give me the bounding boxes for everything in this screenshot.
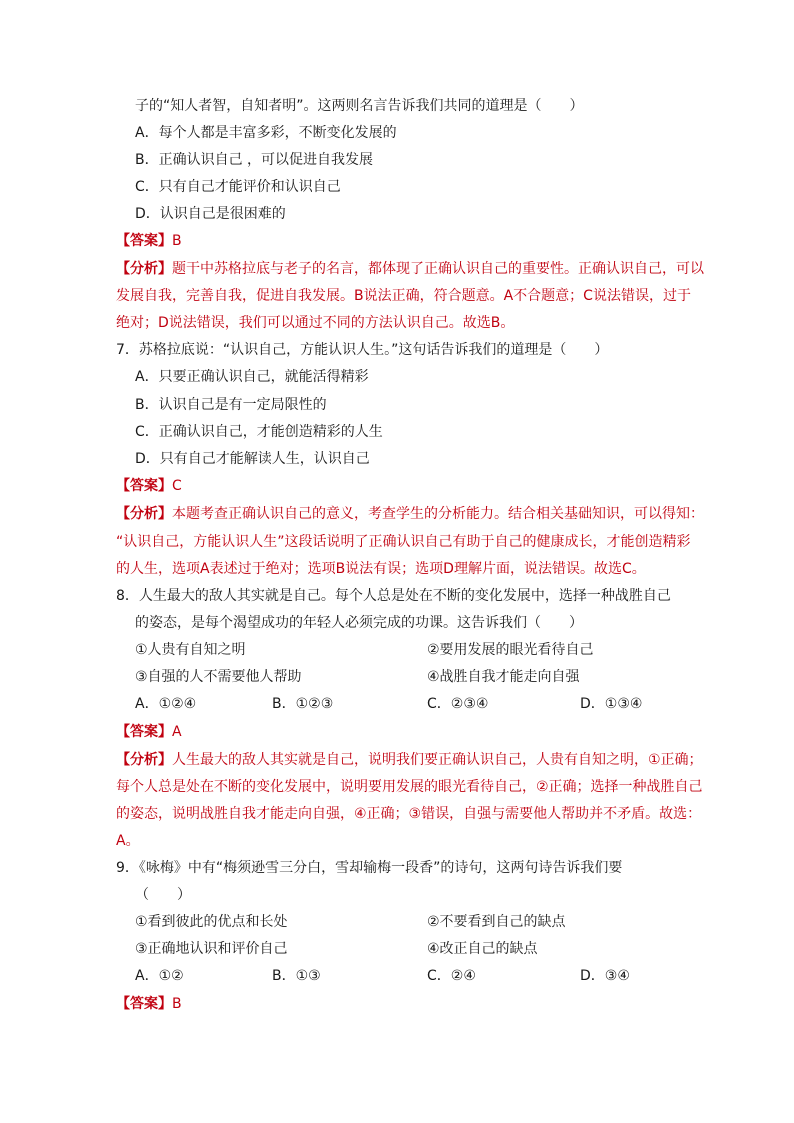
q6-analysis-line-1 [116, 259, 704, 279]
analysis-tag: 【分析】 [116, 261, 172, 277]
q8-option-b: B．①②③ [272, 696, 334, 712]
q8-answer [116, 722, 182, 742]
q9-item-4: ④改正自己的缺点 [427, 941, 538, 957]
q8-item-3: ③自强的人不需要他人帮助 [135, 669, 302, 685]
analysis-text: 本题考查正确认识自己的意义，考查学生的分析能力。结合相关基础知识，可以得知： [172, 506, 704, 522]
q8-item-1: ①人贵有自知之明 [135, 642, 246, 658]
analysis-tag: 【分析】 [116, 506, 172, 522]
q8-option-d: D．①③④ [580, 696, 643, 712]
q7-answer [116, 476, 182, 496]
q6-stem: 子的“知人者智，自知者明”。这两则名言告诉我们共同的道理是（ ） [135, 98, 584, 114]
answer-value: C [172, 478, 182, 494]
q7-option-d: D．只有自己才能解读人生，认识自己 [135, 451, 370, 467]
answer-value: A [172, 724, 182, 740]
q7-option-a: A．只要正确认识自己，就能活得精彩 [135, 369, 369, 385]
q8-analysis-line-3: 的姿态，说明战胜自我才能走向自强，④正确；③错误，自强与需要他人帮助并不矛盾。故选： [116, 806, 702, 822]
analysis-text: 人生最大的敌人其实就是自己，说明我们要正确认识自己，人贵有自知之明，①正确； [172, 752, 703, 768]
q6-option-b: B．正确认识自己 ，可以促进自我发展 [135, 152, 374, 168]
answer-value: B [172, 996, 182, 1012]
q9-option-d: D．③④ [580, 968, 630, 984]
q6-analysis-line-2: 发展自我，完善自我，促进自我发展。B说法正确，符合题意。A不合题意；C说法错误，过于 [116, 288, 691, 304]
q8-option-a: A．①②④ [135, 696, 197, 712]
analysis-tag: 【分析】 [116, 752, 172, 768]
q8-analysis-line-1 [116, 750, 703, 770]
q7-option-b: B．认识自己是有一定局限性的 [135, 397, 327, 413]
q9-item-1: ①看到彼此的优点和长处 [135, 914, 288, 930]
answer-tag: 【答案】 [116, 724, 172, 740]
q7-analysis-line-2: “认识自己，方能认识人生”这段话说明了正确认识自己有助于自己的健康成长，才能创造精彩 [116, 534, 691, 550]
q6-option-c: C．只有自己才能评价和认识自己 [135, 179, 341, 195]
q8-option-c: C．②③④ [427, 696, 489, 712]
answer-value: B [172, 233, 182, 249]
q8-stem-line-2: 的姿态，是每个渴望成功的年轻人必须完成的功课。这告诉我们（ ） [135, 615, 583, 631]
q7-analysis-line-1 [116, 504, 704, 524]
q6-analysis-line-3: 绝对；D说法错误，我们可以通过不同的方法认识自己。故选B。 [116, 315, 515, 331]
q9-stem-line-2: （ ） [135, 887, 191, 903]
q7-option-c: C．正确认识自己，才能创造精彩的人生 [135, 424, 383, 440]
q8-stem-line-1: 8．人生最大的敌人其实就是自己。每个人总是处在不断的变化发展中，选择一种战胜自己 [116, 588, 671, 604]
analysis-text: 题干中苏格拉底与老子的名言，都体现了正确认识自己的重要性。正确认识自己，可以 [172, 261, 704, 277]
q8-item-4: ④战胜自我才能走向自强 [427, 669, 580, 685]
q6-option-a: A．每个人都是丰富多彩，不断变化发展的 [135, 125, 397, 141]
q9-option-b: B．①③ [272, 968, 321, 984]
q6-option-d: D．认识自己是很困难的 [135, 206, 286, 222]
q7-stem: 7．苏格拉底说：“认识自己，方能认识人生。”这句话告诉我们的道理是（ ） [116, 342, 609, 358]
q8-item-2: ②要用发展的眼光看待自己 [427, 642, 594, 658]
q7-analysis-line-3: 的人生，选项A表述过于绝对；选项B说法有误；选项D理解片面，说法错误。故选C。 [116, 561, 646, 577]
q6-answer [116, 231, 182, 251]
q9-option-a: A．①② [135, 968, 184, 984]
q9-option-c: C．②④ [427, 968, 476, 984]
q9-item-2: ②不要看到自己的缺点 [427, 914, 566, 930]
q9-stem-line-1: 9．《咏梅》中有“梅须逊雪三分白，雪却输梅一段香”的诗句，这两句诗告诉我们要 [116, 860, 623, 876]
q8-analysis-line-4: A。 [116, 833, 140, 849]
q8-analysis-line-2: 每个人总是处在不断的变化发展中，说明要用发展的眼光看待自己，②正确；选择一种战胜自己 [116, 779, 703, 795]
answer-tag: 【答案】 [116, 233, 172, 249]
answer-tag: 【答案】 [116, 996, 172, 1012]
q9-item-3: ③正确地认识和评价自己 [135, 941, 288, 957]
answer-tag: 【答案】 [116, 478, 172, 494]
q9-answer [116, 994, 182, 1014]
